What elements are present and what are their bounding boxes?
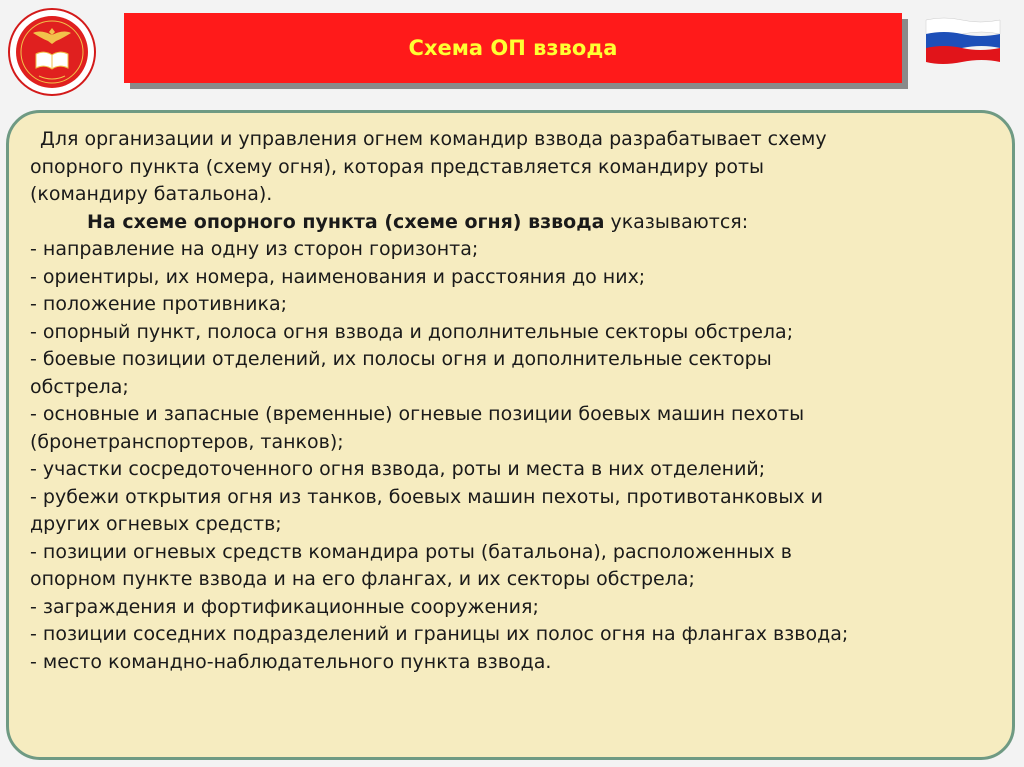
list-heading-bold: На схеме опорного пункта (схеме огня) взвода [87,210,605,233]
list-item: - положение противника; [30,293,288,315]
intro-line: опорного пункта (схему огня), которая представляется командиру роты [30,155,765,178]
list-item: других огневых средств; [30,513,282,535]
list-item: - направление на одну из сторон горизонта; [30,238,479,260]
slide-body-text [30,126,1010,676]
list-item: - ориентиры, их номера, наименования и расстояния до них; [30,265,646,288]
list-item: - опорный пункт, полоса огня взвода и дополнительные секторы обстрела; [30,320,794,343]
list-item: обстрела; [30,375,129,398]
intro-line: (командиру батальона). [30,183,273,205]
intro-line: Для организации и управления огнем командир взвода разрабатывает схему [40,128,827,150]
list-item: опорном пункте взвода и на его флангах, и их секторы обстрела; [30,568,695,590]
list-item: - позиции огневых средств командира роты (батальона), расположенных в [30,540,792,563]
list-item: - основные и запасные (временные) огневые позиции боевых машин пехоты [30,403,805,425]
list-item: - рубежи открытия огня из танков, боевых машин пехоты, противотанковых и [30,485,823,508]
list-heading-rest: указываются: [604,210,749,233]
list-item: - боевые позиции отделений, их полосы огня и дополнительные секторы [30,348,772,370]
slide-title: Схема ОП взвода [408,36,618,60]
list-item: - место командно-наблюдательного пункта взвода. [30,650,552,673]
list-heading [30,209,1010,237]
list-item: - заграждения и фортификационные сооружения; [30,595,539,618]
russian-flag-icon [924,16,1002,66]
title-bar [124,13,902,83]
academy-emblem-icon [6,6,98,98]
list-item: - позиции соседних подразделений и границы их полос огня на флангах взвода; [30,623,849,645]
list-item: - участки сосредоточенного огня взвода, роты и места в них отделений; [30,458,766,480]
list-item: (бронетранспортеров, танков); [30,430,344,453]
